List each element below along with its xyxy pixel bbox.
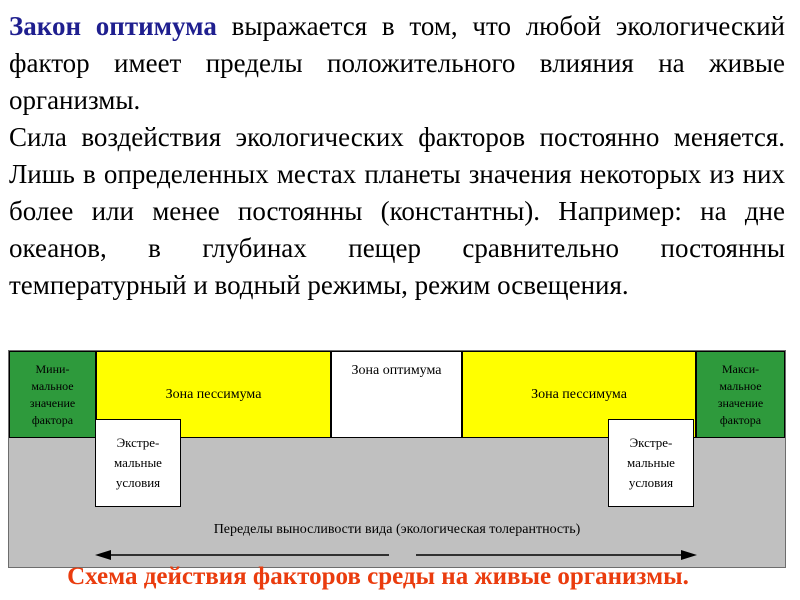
diagram-caption: Схема действия факторов среды на живые организмы. <box>67 563 689 590</box>
arrow-head-left <box>95 550 111 560</box>
optimum-zone: Зона оптимума <box>331 351 462 438</box>
law-of-optimum-term: Закон оптимума <box>9 11 217 41</box>
pessimum-zone-left: Зона пессимума <box>96 351 331 438</box>
law-of-optimum-definition: выражается в том, что любой экологический фактор имеет пределы положительного влияния на живые организмы. <box>9 11 785 115</box>
paragraph-factor-variability: Сила воздействия экологических факторов постоянно меняется. Лишь в определенных местах планеты значения некоторых из них более или менее постоянны (константны). Например: на дне океанов, в глубинах пещер сравнительно постоянны температурный и водный режимы, режим освещения. <box>9 122 785 300</box>
extreme-conditions-right: Экстре- мальные условия <box>608 419 694 507</box>
tolerance-range-arrow <box>9 547 785 563</box>
tolerance-diagram <box>8 350 786 568</box>
min-factor-zone: Мини- мальное значение фактора <box>9 351 96 438</box>
tolerance-label: Переделы выносливости вида (экологическая толерантность) <box>213 522 581 537</box>
paragraph-law-of-optimum <box>9 8 785 119</box>
pessimum-zone-right: Зона пессимума <box>462 351 696 438</box>
extreme-conditions-left: Экстре- мальные условия <box>95 419 181 507</box>
max-factor-zone: Макси- мальное значение фактора <box>696 351 785 438</box>
arrow-head-right <box>681 550 697 560</box>
